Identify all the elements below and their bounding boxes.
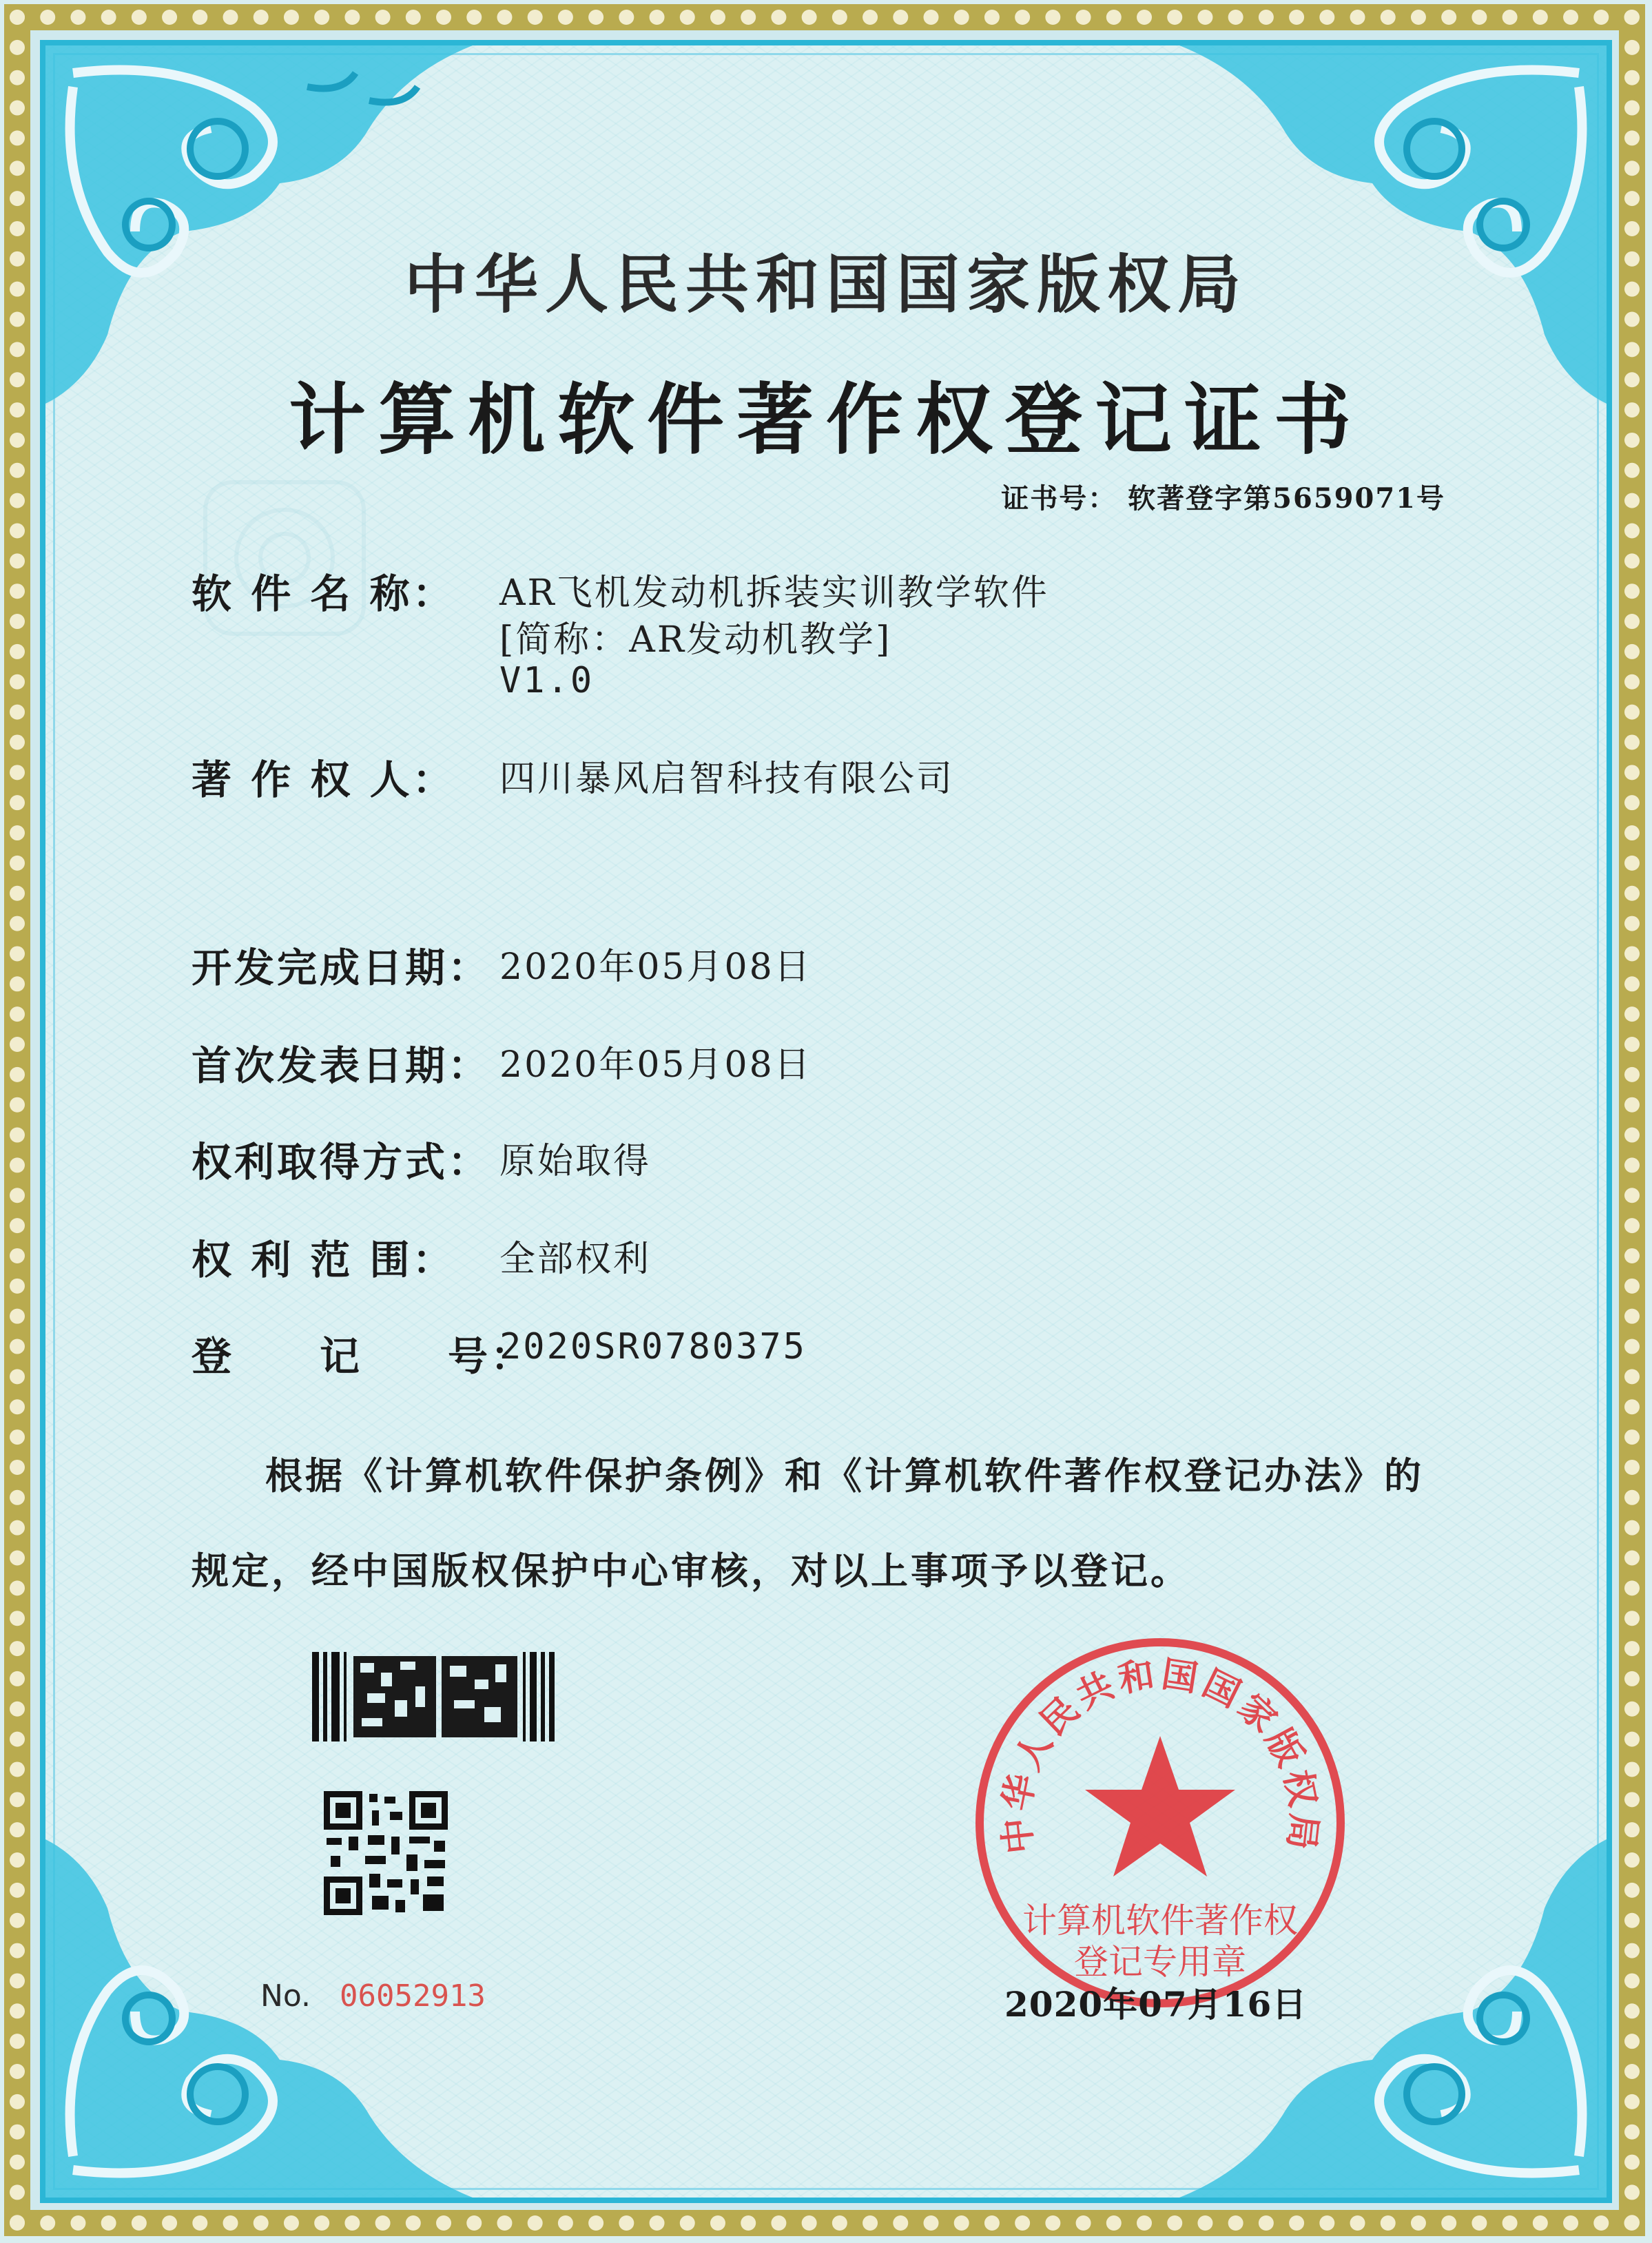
registration-number-value: 2020SR0780375	[499, 1326, 807, 1367]
scroll-ornament-icon	[45, 45, 473, 404]
software-name-value: AR飞机发动机拆装实训教学软件	[499, 572, 1049, 614]
star-icon	[1085, 1736, 1235, 1877]
barcode-icon	[312, 1652, 555, 1741]
acquisition-method-value: 原始取得	[499, 1141, 652, 1182]
official-seal	[970, 1633, 1350, 2013]
seal-line-2: 登记专用章	[1074, 1942, 1246, 1982]
scroll-ornament-icon	[1179, 45, 1607, 404]
statement-line-2: 规定，经中国版权保护中心审核，对以上事项予以登记。	[192, 1549, 1190, 1593]
scope-label: 权 利 范 围：	[192, 1237, 455, 1283]
scope-value: 全部权利	[499, 1239, 652, 1280]
software-short-name: [简称：AR发动机教学]	[499, 619, 892, 661]
completion-date-value: 2020年05月08日	[499, 947, 812, 988]
seal-arc-text: 中华人民共和国国家版权局	[995, 1653, 1325, 1856]
statement-line-1: 根据《计算机软件保护条例》和《计算机软件著作权登记办法》的	[265, 1454, 1424, 1498]
issue-date: 2020年07月16日	[1004, 1984, 1308, 2025]
copyright-owner-label: 著 作 权 人：	[192, 756, 455, 803]
completion-date-label: 开发完成日期：	[192, 944, 491, 991]
software-version: V1.0	[499, 660, 595, 701]
issuer-name: 中华人民共和国国家版权局	[404, 248, 1248, 322]
qr-code-icon	[324, 1791, 448, 1915]
registration-number-label: 登 记 号：	[192, 1333, 534, 1380]
acquisition-method-label: 权利取得方式：	[192, 1139, 491, 1186]
seal-line-1: 计算机软件著作权	[1022, 1901, 1298, 1941]
certificate-title: 计算机软件著作权登记证书	[289, 375, 1363, 465]
serial-prefix: No.	[260, 1978, 311, 2014]
serial-number: 06052913	[340, 1978, 486, 2014]
publication-date-value: 2020年05月08日	[499, 1044, 812, 1086]
copyright-owner-value: 四川暴风启智科技有限公司	[499, 758, 955, 800]
publication-date-label: 首次发表日期：	[192, 1042, 491, 1089]
certificate-number: 证书号： 软著登字第5659071号	[1001, 482, 1445, 515]
software-name-label: 软 件 名 称：	[192, 570, 455, 617]
